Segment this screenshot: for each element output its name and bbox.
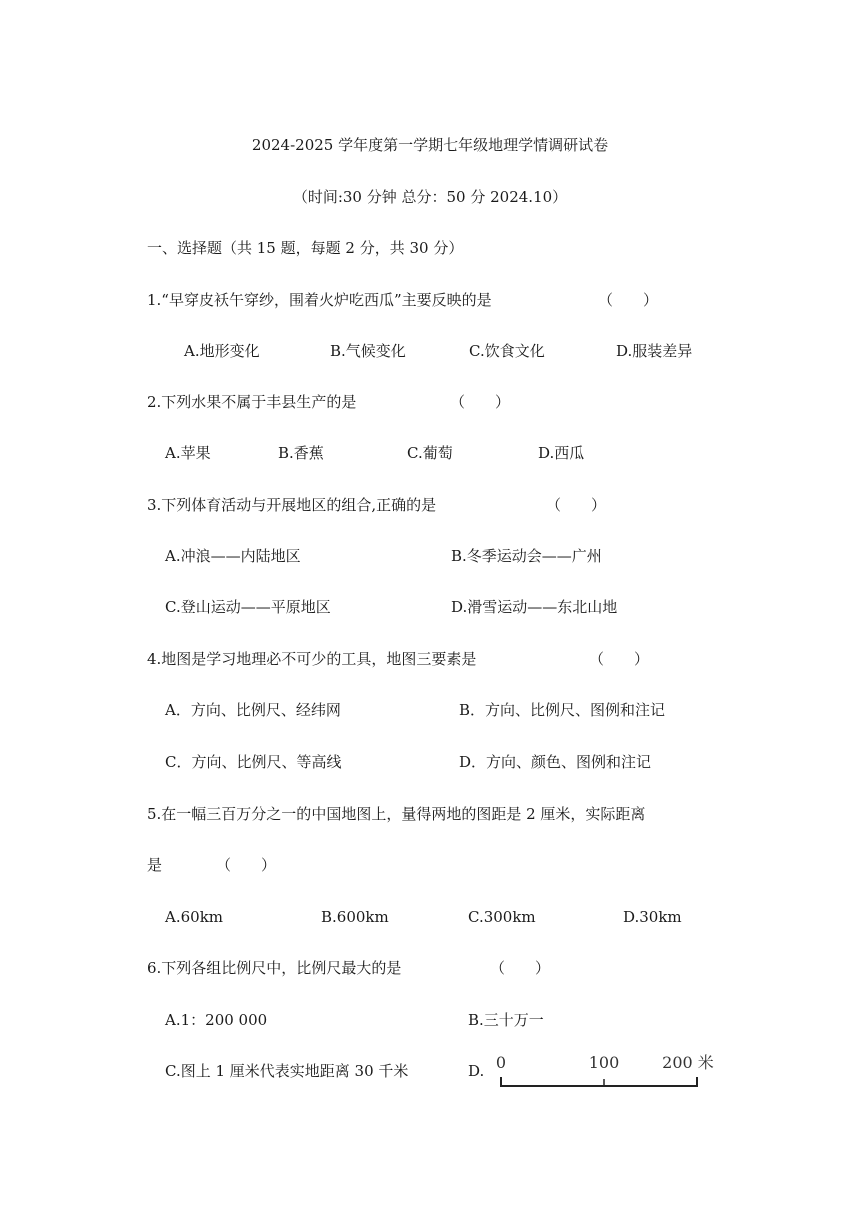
q5-option-a: A.60km: [165, 908, 224, 926]
question-6-stem: 6.下列各组比例尺中，比例尺最大的是: [147, 959, 402, 977]
scale-label-200: 200 米: [662, 1053, 714, 1072]
q5-option-c: C.300km: [468, 908, 536, 926]
q6-option-c: C.图上 1 厘米代表实地距离 30 千米: [165, 1062, 409, 1080]
section-heading: 一、选择题（共 15 题，每题 2 分，共 30 分）: [147, 239, 464, 257]
q1-option-c: C.饮食文化: [469, 342, 545, 360]
exam-subtitle: （时间:30 分钟 总分：50 分 2024.10）: [292, 188, 568, 206]
question-2-stem: 2.下列水果不属于丰县生产的是: [147, 393, 357, 411]
question-4-answer-paren: （ ）: [589, 650, 650, 668]
q3-option-c: C.登山运动——平原地区: [165, 598, 331, 616]
q5-option-b: B.600km: [321, 908, 389, 926]
question-1-stem: 1.“早穿皮袄午穿纱，围着火炉吃西瓜”主要反映的是: [147, 291, 492, 309]
q4-option-b: B．方向、比例尺、图例和注记: [459, 701, 666, 719]
q3-option-b: B.冬季运动会——广州: [451, 547, 602, 565]
q6-option-b: B.三十万一: [468, 1011, 544, 1029]
question-3-answer-paren: （ ）: [546, 496, 607, 514]
q6-option-d: D.: [468, 1062, 485, 1080]
question-5-stem-continued: 是: [147, 856, 163, 874]
q4-option-d: D．方向、颜色、图例和注记: [459, 753, 652, 771]
scale-label-0: 0: [495, 1053, 507, 1072]
q4-option-c: C．方向、比例尺、等高线: [165, 753, 342, 771]
q1-option-a: A.地形变化: [184, 342, 260, 360]
question-4-stem: 4.地图是学习地理必不可少的工具，地图三要素是: [147, 650, 477, 668]
question-5-answer-paren: （ ）: [216, 856, 277, 874]
q2-option-d: D.西瓜: [538, 444, 585, 462]
question-6-answer-paren: （ ）: [490, 959, 551, 977]
question-2-answer-paren: （ ）: [450, 393, 511, 411]
q2-option-b: B.香蕉: [278, 444, 324, 462]
scale-label-100: 100: [588, 1053, 620, 1072]
question-3-stem: 3.下列体育活动与开展地区的组合,正确的是: [147, 496, 437, 514]
scale-bar-figure: [492, 1050, 722, 1098]
q3-option-d: D.滑雪运动——东北山地: [451, 598, 618, 616]
q2-option-a: A.苹果: [165, 444, 211, 462]
q4-option-a: A．方向、比例尺、经纬网: [165, 701, 341, 719]
exam-title: 2024-2025 学年度第一学期七年级地理学情调研试卷: [251, 136, 609, 154]
question-5-stem: 5.在一幅三百万分之一的中国地图上，量得两地的图距是 2 厘米，实际距离: [147, 805, 646, 823]
q3-option-a: A.冲浪——内陆地区: [165, 547, 301, 565]
q1-option-b: B.气候变化: [330, 342, 406, 360]
q6-option-a: A.1：200 000: [165, 1011, 268, 1029]
q1-option-d: D.服装差异: [616, 342, 693, 360]
q2-option-c: C.葡萄: [407, 444, 453, 462]
question-1-answer-paren: （ ）: [598, 291, 659, 309]
q5-option-d: D.30km: [623, 908, 682, 926]
